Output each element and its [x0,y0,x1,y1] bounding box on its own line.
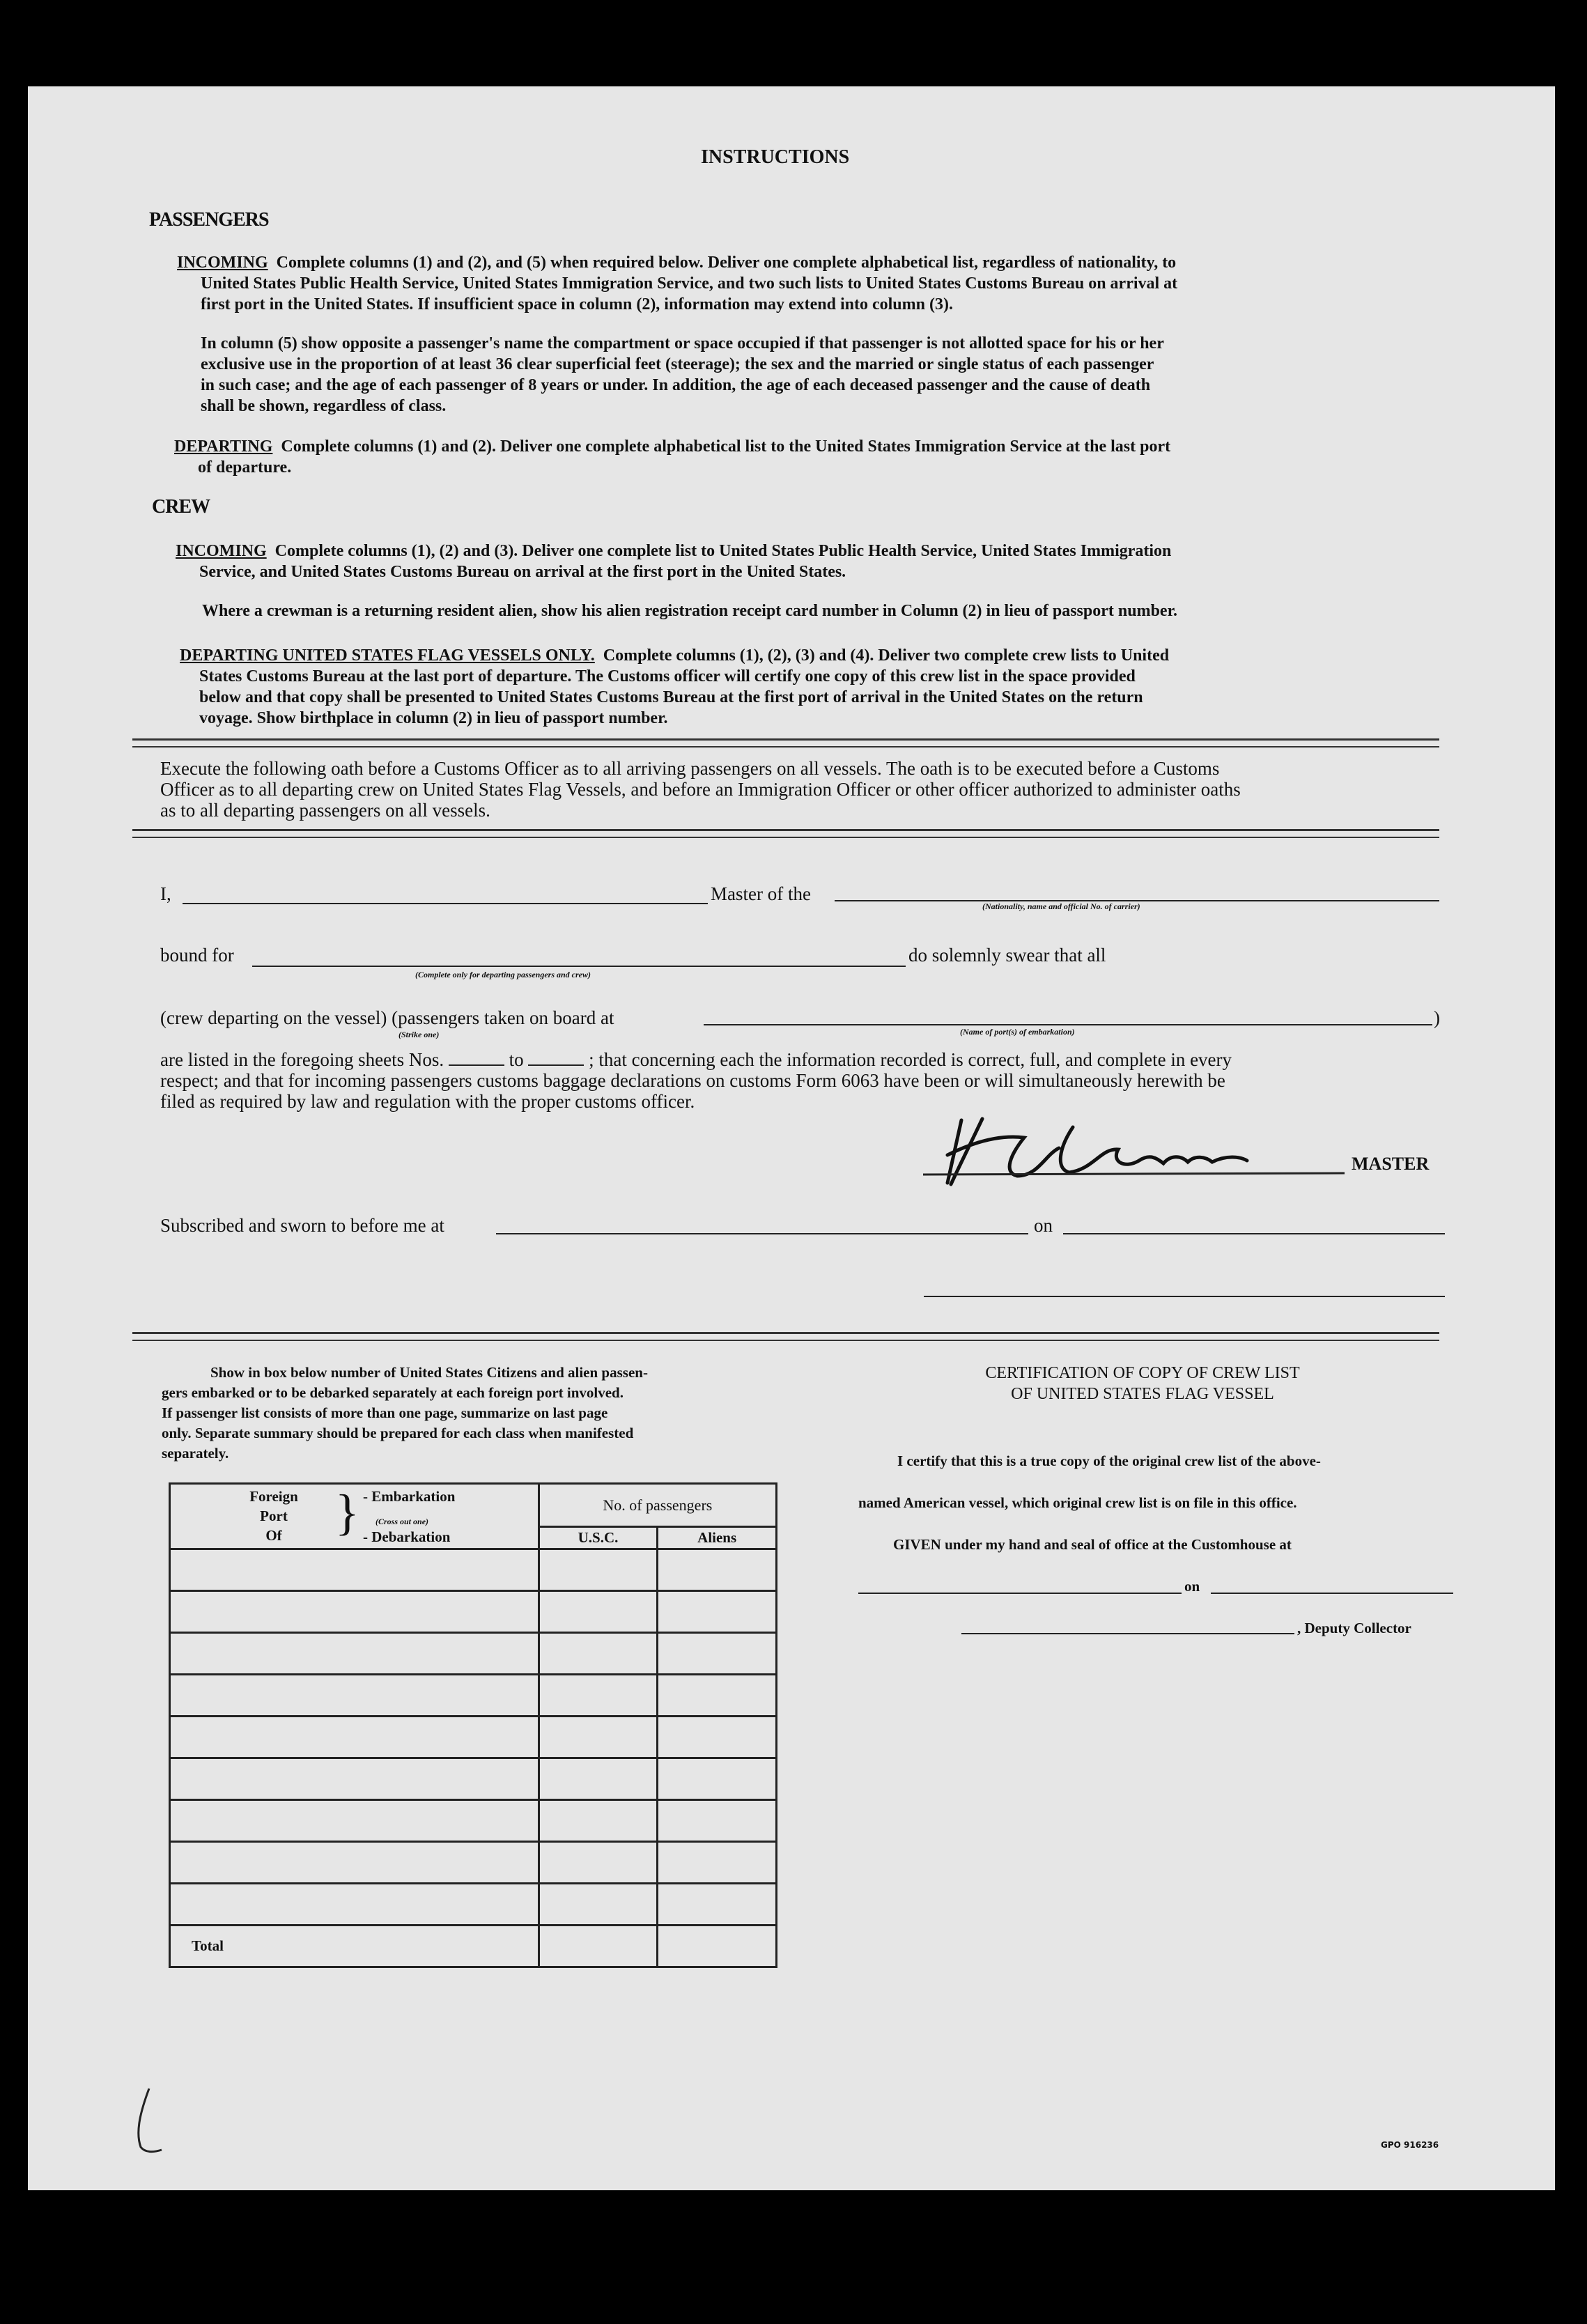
usc-cell[interactable] [539,1675,658,1717]
departing-label: DEPARTING [174,437,273,456]
listed-continuation: ; that concerning each the information recorded is correct, full, and complete in every [589,1049,1232,1070]
oath-instructions [160,758,1442,821]
text-line: CERTIFICATION OF COPY OF CREW LIST [985,1364,1300,1382]
text-line: In column (5) show opposite a passenger's name the compartment or space occupied if that passenger is not allotted space for his or her [201,334,1164,353]
brace-icon: } [335,1484,359,1540]
double-rule [132,1332,1439,1341]
text-line: Complete columns (1) and (2), and (5) when required below. Deliver one complete alphabetical list, regardless of nationality, to [276,254,1177,272]
certify-line-1: I certify that this is a true copy of the original crew list of the above- [897,1452,1321,1469]
respect-line: respect; and that for incoming passengers customs baggage declarations on customs Form 6063 have been or will simultaneously herewith be [160,1070,1225,1091]
double-rule [132,738,1439,747]
aliens-cell[interactable] [658,1717,777,1758]
text-line: United States Public Health Service, United States Immigration Service, and two such lists to United States Customs Bureau on arrival at [201,274,1178,293]
text-line: separately. [162,1445,229,1462]
usc-cell[interactable] [539,1758,658,1800]
text-line: Officer as to all departing crew on United States Flag Vessels, and before an Immigration Officer or other officer authorized to administer oaths [160,779,1241,800]
aliens-cell[interactable] [658,1758,777,1800]
aliens-cell[interactable] [658,1675,777,1717]
aliens-total-cell[interactable] [658,1926,777,1967]
usc-cell[interactable] [539,1717,658,1758]
text-line: Complete columns (1) and (2). Deliver one complete alphabetical list to the United States Immigration Service at the last port [281,437,1171,456]
port-cell[interactable] [170,1758,539,1800]
total-cell [170,1926,539,1967]
aliens-cell[interactable] [658,1884,777,1926]
of-label: Of [265,1526,282,1544]
aliens-cell[interactable] [658,1800,777,1842]
i-label: I, [160,883,171,904]
passengers-departing-block [174,436,1428,478]
aliens-cell[interactable] [658,1591,777,1633]
text-line: first port in the United States. If insufficient space in column (2), information may extend into column (3). [201,295,953,313]
passengers-heading: PASSENGERS [149,209,269,231]
master-name-field[interactable] [183,903,708,904]
total-label: Total [192,1937,224,1954]
port-cell[interactable] [170,1884,539,1926]
ports-note: (Name of port(s) of embarkation) [960,1027,1075,1037]
text-line: Execute the following oath before a Customs Officer as to all arriving passengers on all vessels. The oath is to be executed before a Customs [160,758,1220,779]
master-label: MASTER [1352,1154,1430,1174]
text-line: shall be shown, regardless of class. [201,397,447,415]
double-rule [132,829,1439,838]
summary-note [162,1363,775,1464]
complete-only-note: (Complete only for departing passengers and crew) [415,970,591,979]
nationality-note: (Nationality, name and official No. of carrier) [982,901,1140,911]
master-of-the-label: Master of the [711,883,811,904]
port-cell[interactable] [170,1717,539,1758]
to-label: to [509,1049,524,1070]
passengers-incoming-block [177,252,1424,315]
ports-field[interactable] [704,1024,1432,1025]
port-cell[interactable] [170,1591,539,1633]
crew-incoming-block [176,541,1430,582]
crew-departing-block [180,645,1434,729]
text-line: OF UNITED STATES FLAG VESSEL [1011,1385,1274,1403]
port-cell[interactable] [170,1675,539,1717]
certification-title [899,1363,1386,1404]
sheet-to-field[interactable] [528,1064,584,1066]
foreign-label: Foreign [249,1487,298,1505]
on-label: on [1034,1215,1053,1236]
aliens-cell[interactable] [658,1549,777,1591]
text-line: Show in box below number of United States Citizens and alien passen- [210,1364,648,1381]
cert-date-field[interactable] [1211,1593,1453,1594]
officer-signature-field[interactable] [924,1296,1445,1297]
text-line: Complete columns (1), (2) and (3). Deliver one complete list to United States Public Health Service, United States Immigration [274,542,1172,560]
subscribed-place-field[interactable] [496,1233,1028,1234]
crew-heading: CREW [152,496,210,518]
aliens-cell[interactable] [658,1842,777,1884]
text-line: States Customs Bureau at the last port of departure. The Customs officer will certify one copy of this crew list in the space provided [199,667,1136,685]
resident-alien-note: Where a crewman is a returning resident alien, show his alien registration receipt card number in Column (2) in lieu of passport number. [202,602,1178,620]
master-signature [920,1106,1352,1197]
text-line: in such case; and the age of each passenger of 8 years or under. In addition, the age of each deceased passenger and the cause of death [201,376,1151,394]
usc-cell[interactable] [539,1591,658,1633]
text-line: only. Separate summary should be prepared for each class when manifested [162,1425,634,1441]
usc-header: U.S.C. [539,1527,658,1549]
destination-field[interactable] [252,966,906,967]
passenger-summary-table [169,1482,777,1968]
text-line: exclusive use in the proportion of at least 36 clear superficial feet (steerage); the sex and the married or single status of each passenger [201,355,1154,373]
deputy-signature-field[interactable] [961,1633,1294,1634]
usc-cell[interactable] [539,1800,658,1842]
port-cell[interactable] [170,1549,539,1591]
usc-cell[interactable] [539,1842,658,1884]
aliens-header: Aliens [658,1527,777,1549]
cert-on-label: on [1184,1578,1200,1595]
port-cell[interactable] [170,1800,539,1842]
deputy-collector-label: , Deputy Collector [1297,1620,1411,1636]
text-line: If passenger list consists of more than one page, summarize on last page [162,1404,608,1421]
strike-one-note: (Strike one) [398,1030,440,1039]
text-line: Complete columns (1), (2), (3) and (4). Deliver two complete crew lists to United [603,646,1170,665]
text-line: voyage. Show birthplace in column (2) in lieu of passport number. [199,709,668,727]
port-cell[interactable] [170,1842,539,1884]
crew-departing-label: (crew departing on the vessel) (passengers taken on board at [160,1007,614,1028]
incoming-label: INCOMING [176,542,267,560]
subscribed-label: Subscribed and sworn to before me at [160,1215,444,1236]
port-cell[interactable] [170,1633,539,1675]
debarkation-label: - Debarkation [363,1528,451,1545]
subscribed-date-field[interactable] [1063,1233,1445,1234]
departing-flag-label: DEPARTING UNITED STATES FLAG VESSELS ONLY. [180,646,595,665]
gpo-mark: GPO 916236 [1381,2140,1439,2150]
embarkation-label: - Embarkation [363,1487,456,1505]
text-line: of departure. [198,458,292,477]
usc-total-cell[interactable] [539,1926,658,1967]
sheet-from-field[interactable] [449,1064,504,1066]
bound-for-label: bound for [160,945,234,966]
port-header-cell [170,1484,539,1549]
listed-line [160,1049,1449,1070]
column5-block [201,333,1427,417]
port-label: Port [260,1507,288,1524]
pencil-mark [128,2083,170,2160]
filed-line: filed as required by law and regulation with the proper customs officer. [160,1091,695,1112]
text-line: below and that copy shall be presented to United States Customs Bureau at the first port of arrival in the United States on the return [199,688,1143,706]
text-line: Service, and United States Customs Bureau on arrival at the first port in the United States. [199,563,846,581]
text-line: gers embarked or to be debarked separately at each foreign port involved. [162,1384,624,1401]
listed-label: are listed in the foregoing sheets Nos. [160,1049,444,1070]
given-line: GIVEN under my hand and seal of office at the Customhouse at [893,1536,1292,1553]
no-of-passengers-header: No. of passengers [539,1484,776,1527]
usc-cell[interactable] [539,1549,658,1591]
incoming-label: INCOMING [177,254,268,272]
cross-out-note: (Cross out one) [376,1516,429,1526]
instructions-title: INSTRUCTIONS [701,146,850,168]
aliens-cell[interactable] [658,1633,777,1675]
usc-cell[interactable] [539,1633,658,1675]
customhouse-field[interactable] [858,1593,1182,1594]
certify-line-2: named American vessel, which original crew list is on file in this office. [858,1494,1297,1511]
text-line: as to all departing passengers on all vessels. [160,800,490,821]
solemnly-swear-label: do solemnly swear that all [908,945,1106,966]
close-paren: ) [1434,1007,1440,1028]
usc-cell[interactable] [539,1884,658,1926]
